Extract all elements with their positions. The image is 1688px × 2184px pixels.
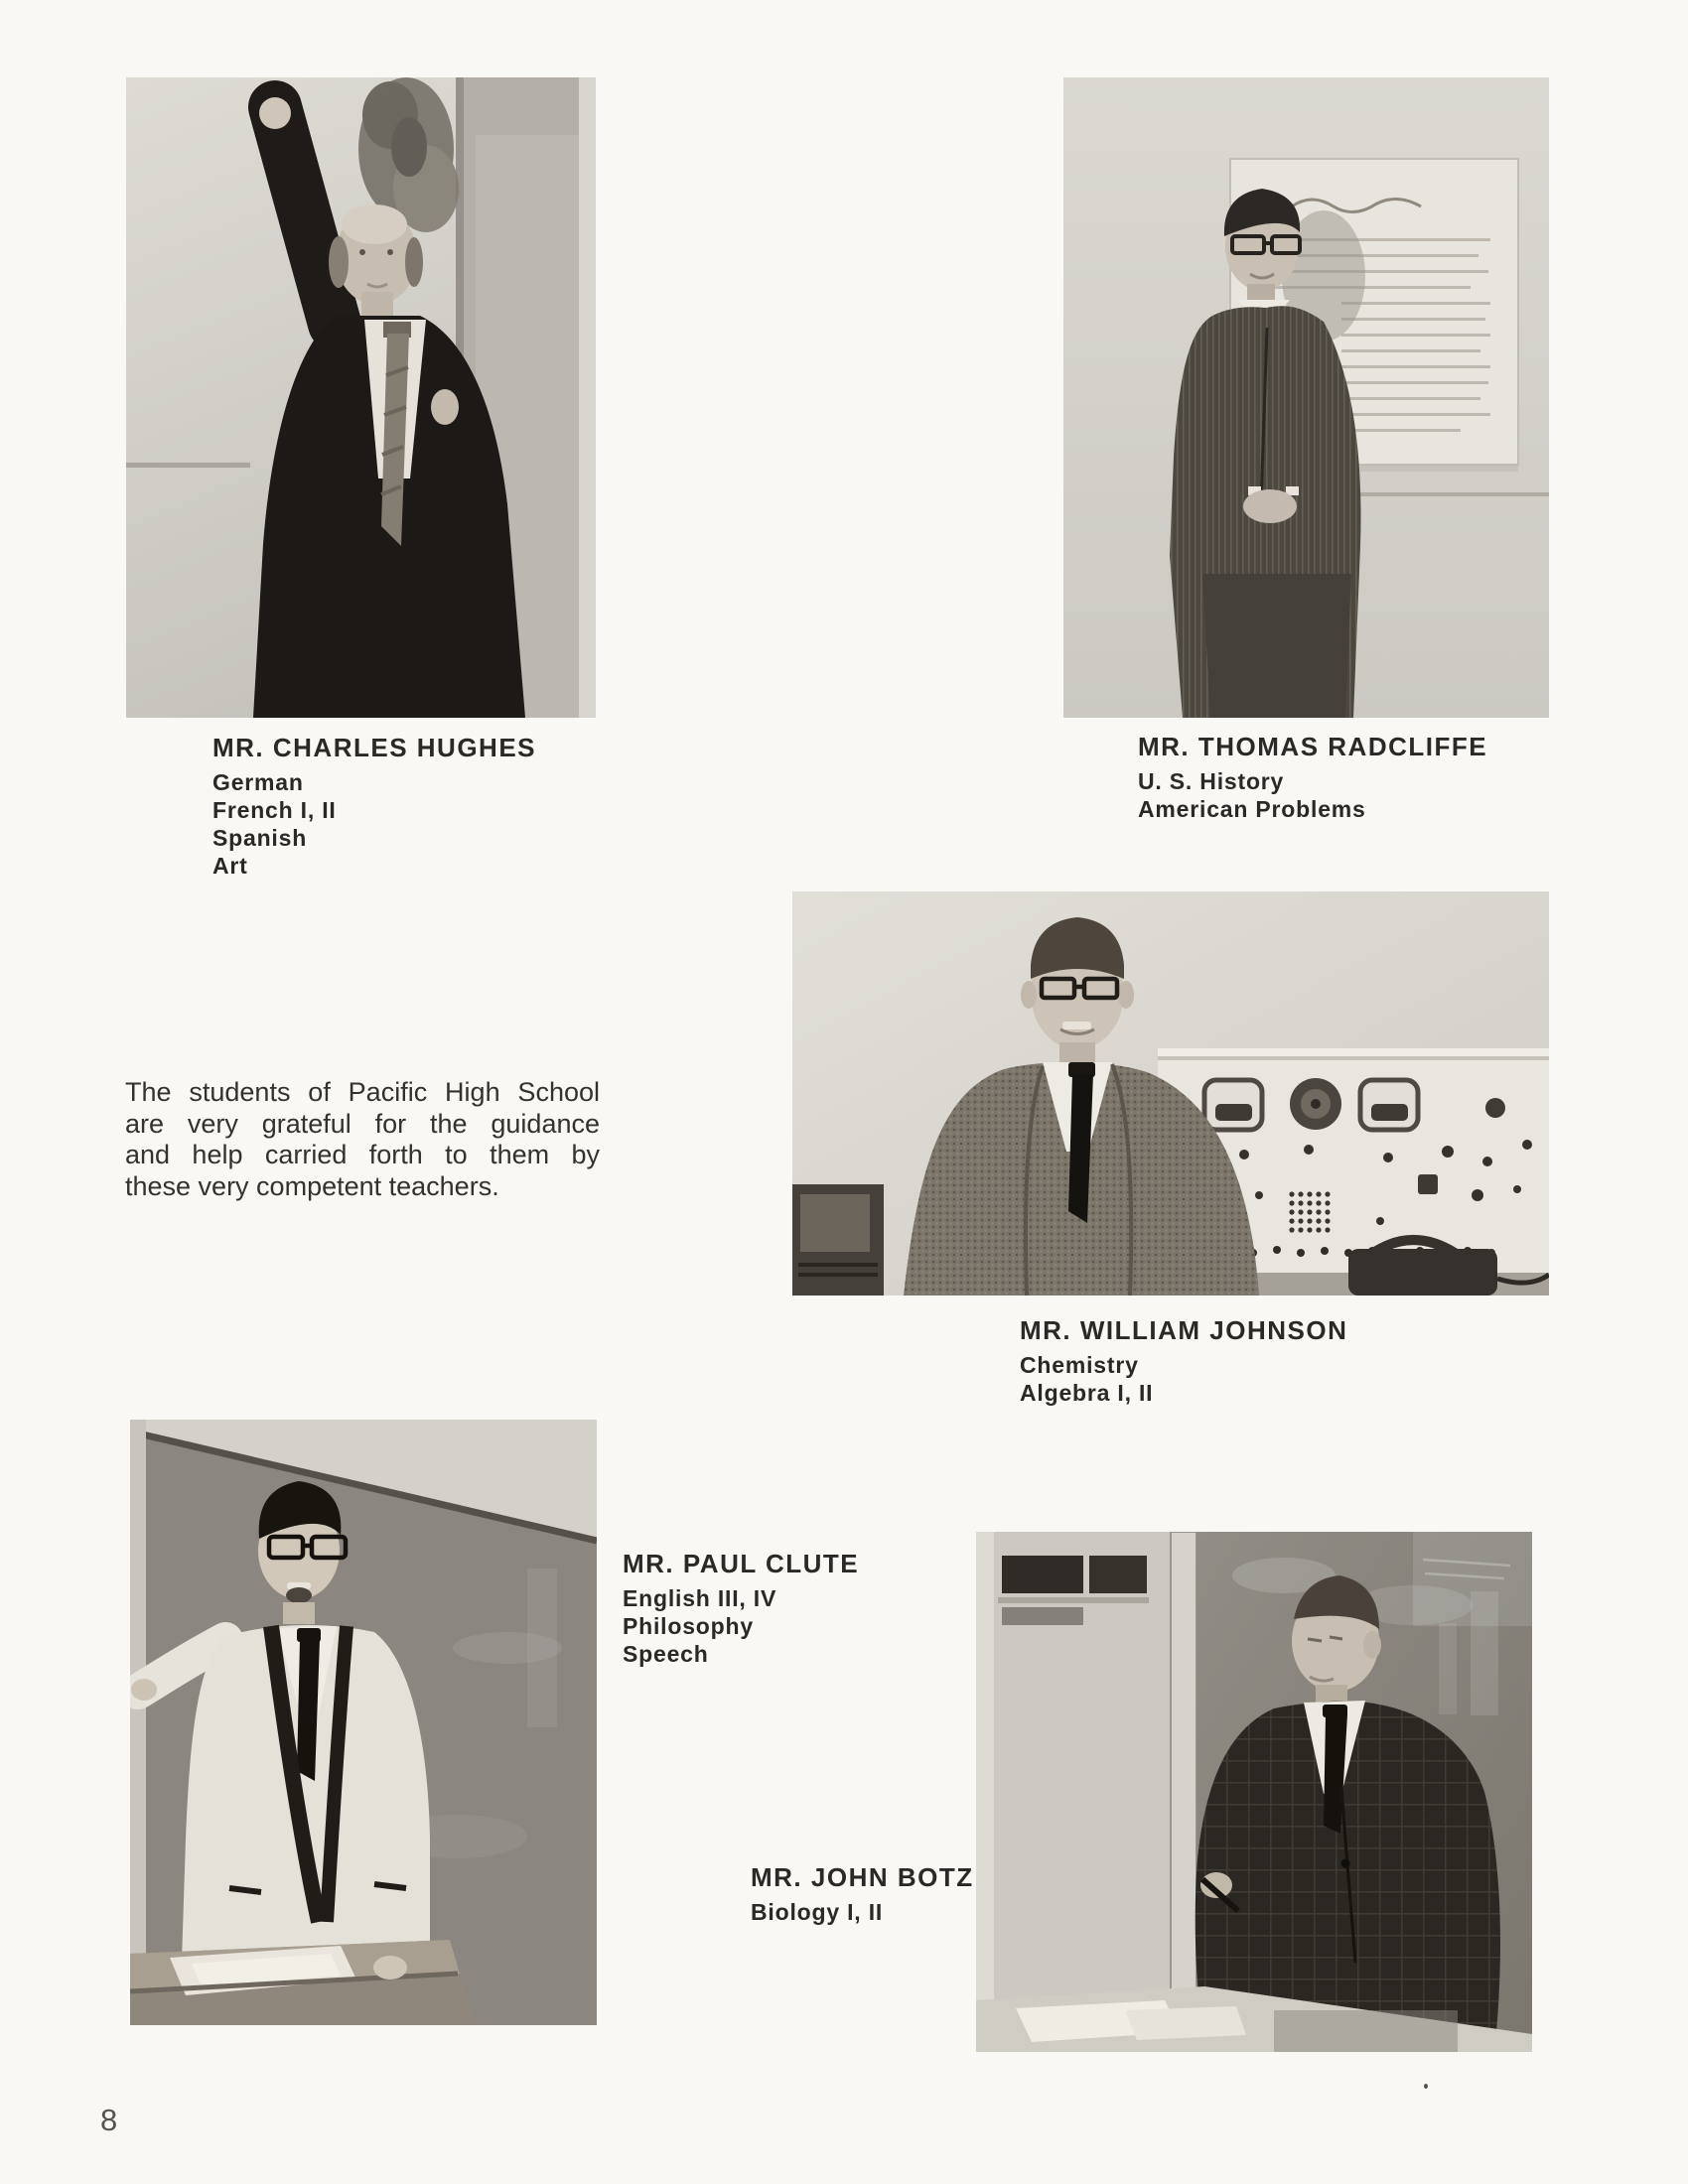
teacher-subject: U. S. History bbox=[1138, 768, 1285, 794]
teacher-subject: Chemistry bbox=[1020, 1352, 1139, 1378]
scan-speck bbox=[1424, 2084, 1428, 2089]
teacher-subject: Algebra I, II bbox=[1020, 1380, 1154, 1406]
teacher-name: MR. THOMAS RADCLIFFE bbox=[1138, 732, 1488, 761]
board-edge bbox=[130, 1420, 146, 2025]
clasped-hands bbox=[1243, 489, 1297, 523]
photo-john-botz-image bbox=[976, 1532, 1532, 2052]
intro-paragraph bbox=[125, 1077, 600, 1202]
photo-charles-hughes bbox=[126, 77, 596, 718]
gauge bbox=[1204, 1080, 1262, 1130]
ear bbox=[1021, 981, 1037, 1009]
hand-on-lectern bbox=[373, 1956, 407, 1979]
jacket-button bbox=[1341, 1859, 1350, 1868]
teacher-subject: Philosophy bbox=[623, 1613, 754, 1639]
caption-charles-hughes bbox=[212, 733, 536, 880]
teacher-subject: Art bbox=[212, 853, 248, 879]
television-cart bbox=[792, 1184, 884, 1296]
intro-line: The students of Pacific High School bbox=[125, 1077, 600, 1107]
hand-at-board bbox=[131, 1679, 157, 1701]
photo-paul-clute bbox=[130, 1420, 597, 2025]
knob bbox=[1485, 1098, 1505, 1118]
wall-pillar bbox=[1171, 1532, 1196, 2052]
teacher-subject: English III, IV bbox=[623, 1585, 777, 1611]
gauge bbox=[1360, 1080, 1418, 1130]
ear bbox=[1118, 981, 1134, 1009]
teacher-name: MR. CHARLES HUGHES bbox=[212, 733, 537, 762]
photo-william-johnson bbox=[792, 891, 1549, 1296]
teacher-name: MR. JOHN BOTZ bbox=[751, 1862, 974, 1892]
papers bbox=[1125, 2006, 1246, 2040]
photo-edge bbox=[976, 1532, 994, 2052]
photo-charles-hughes-image bbox=[126, 77, 596, 718]
teacher-subject: French I, II bbox=[212, 797, 337, 823]
lectern bbox=[130, 1940, 476, 2025]
neck bbox=[1059, 1042, 1095, 1064]
panel-button bbox=[1418, 1174, 1438, 1194]
teacher-subject: Biology I, II bbox=[751, 1899, 884, 1925]
desk-shadow bbox=[1274, 2010, 1458, 2052]
chalk-tray bbox=[126, 463, 250, 468]
trousers bbox=[1202, 574, 1351, 718]
caption-thomas-radcliffe bbox=[1138, 732, 1487, 823]
open-smile bbox=[286, 1587, 312, 1603]
caption-paul-clute bbox=[623, 1549, 859, 1668]
round-dial bbox=[1290, 1078, 1341, 1130]
photo-william-johnson-image bbox=[792, 891, 1549, 1296]
neck bbox=[361, 292, 393, 318]
smile bbox=[1062, 1022, 1091, 1029]
teacher-subject: German bbox=[212, 769, 304, 795]
page-number: 8 bbox=[100, 2103, 118, 2137]
hand-on-lapel bbox=[431, 389, 459, 425]
caption-john-botz bbox=[751, 1862, 974, 1926]
teacher-subject: Spanish bbox=[212, 825, 308, 851]
photo-paul-clute-image bbox=[130, 1420, 597, 2025]
teacher-name: MR. PAUL CLUTE bbox=[623, 1549, 860, 1578]
teacher-name: MR. WILLIAM JOHNSON bbox=[1020, 1315, 1348, 1345]
ear bbox=[1363, 1631, 1381, 1659]
intro-line: are very grateful for the guidance bbox=[125, 1108, 600, 1139]
hand-with-chalk bbox=[259, 97, 291, 129]
intro-line: and help carried forth to them by bbox=[125, 1140, 600, 1169]
photo-thomas-radcliffe bbox=[1063, 77, 1549, 718]
photo-john-botz bbox=[976, 1532, 1532, 2052]
teacher-subject: Speech bbox=[623, 1641, 709, 1667]
neck bbox=[283, 1602, 315, 1624]
photo-thomas-radcliffe-image bbox=[1063, 77, 1549, 718]
teacher-subject: American Problems bbox=[1138, 796, 1366, 822]
caption-william-johnson bbox=[1020, 1315, 1347, 1407]
intro-line: these very competent teachers. bbox=[125, 1170, 499, 1201]
